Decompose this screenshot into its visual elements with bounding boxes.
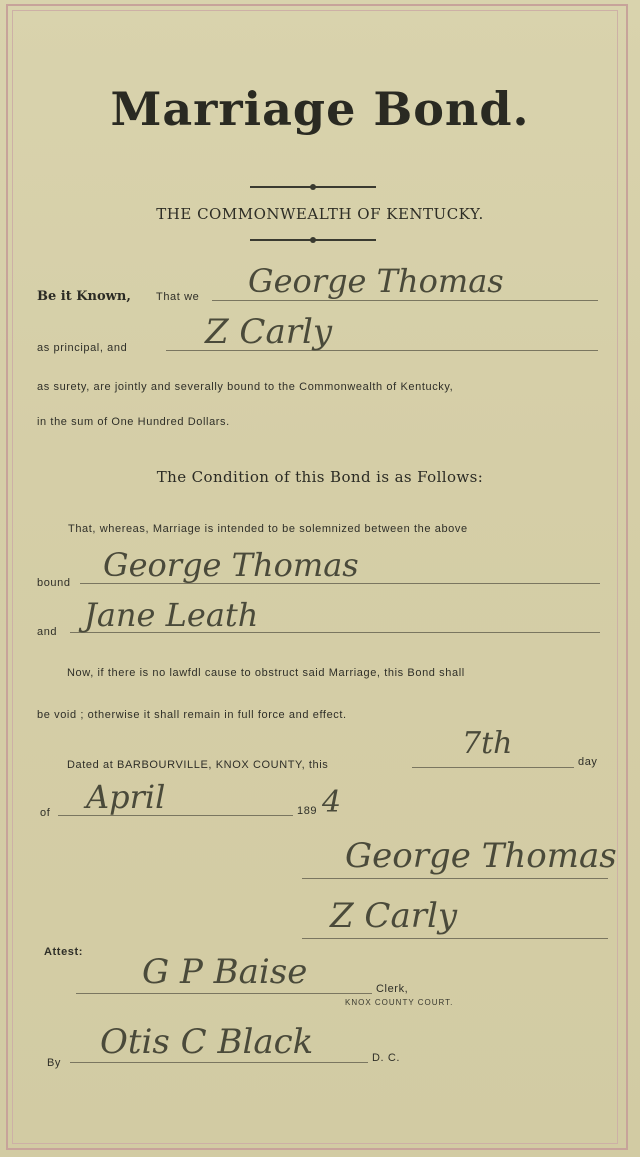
day-line: [412, 767, 574, 768]
deputy-line: [70, 1062, 368, 1063]
now-text: Now, if there is no lawfdl cause to obstruct said Marriage, this Bond shall: [67, 667, 465, 679]
attest-label: Attest:: [44, 946, 84, 958]
bound-label: bound: [37, 577, 71, 589]
clerk-line: [76, 993, 372, 994]
ornament-dot-bottom: [310, 237, 316, 243]
surety-signature-line: [302, 938, 608, 939]
page-title: Marriage Bond.: [110, 82, 530, 136]
principal-name: George Thomas: [248, 262, 504, 300]
void-text: be void ; otherwise it shall remain in full force and effect.: [37, 709, 347, 721]
year-suffix: 4: [322, 785, 342, 820]
principal-signature: George Thomas: [345, 836, 617, 876]
clerk-label: Clerk,: [376, 983, 409, 995]
condition-heading: The Condition of this Bond is as Follows:: [156, 468, 484, 486]
day-value: 7th: [462, 726, 513, 761]
bride-name: Jane Leath: [84, 596, 259, 634]
principal-line: [212, 300, 598, 301]
as-principal-label: as principal, and: [37, 342, 128, 354]
ornament-dot-top: [310, 184, 316, 190]
be-it-known-label: Be it Known,: [37, 289, 131, 304]
deputy-signature: Otis C Black: [100, 1022, 314, 1062]
groom-name: George Thomas: [103, 546, 359, 584]
surety-text: as surety, are jointly and severally bound to the Commonwealth of Kentucky,: [37, 381, 454, 393]
year-prefix: 189: [297, 805, 318, 817]
month-value: April: [86, 778, 166, 816]
whereas-text: That, whereas, Marriage is intended to be solemnized between the above: [68, 523, 468, 535]
principal-signature-line: [302, 878, 608, 879]
day-label: day: [578, 756, 598, 768]
subtitle: THE COMMONWEALTH OF KENTUCKY.: [156, 205, 484, 223]
surety-signature: Z Carly: [330, 896, 458, 936]
dated-text: Dated at BARBOURVILLE, KNOX COUNTY, this: [67, 759, 329, 771]
dc-label: D. C.: [372, 1052, 401, 1064]
court-label: KNOX COUNTY COURT.: [345, 998, 454, 1007]
of-label: of: [40, 807, 51, 819]
that-we-label: That we: [156, 291, 200, 303]
clerk-signature: G P Baise: [142, 952, 308, 992]
by-label: By: [47, 1057, 62, 1069]
and-label: and: [37, 626, 58, 638]
sum-text: in the sum of One Hundred Dollars.: [37, 416, 230, 428]
surety-name: Z Carly: [205, 312, 333, 352]
